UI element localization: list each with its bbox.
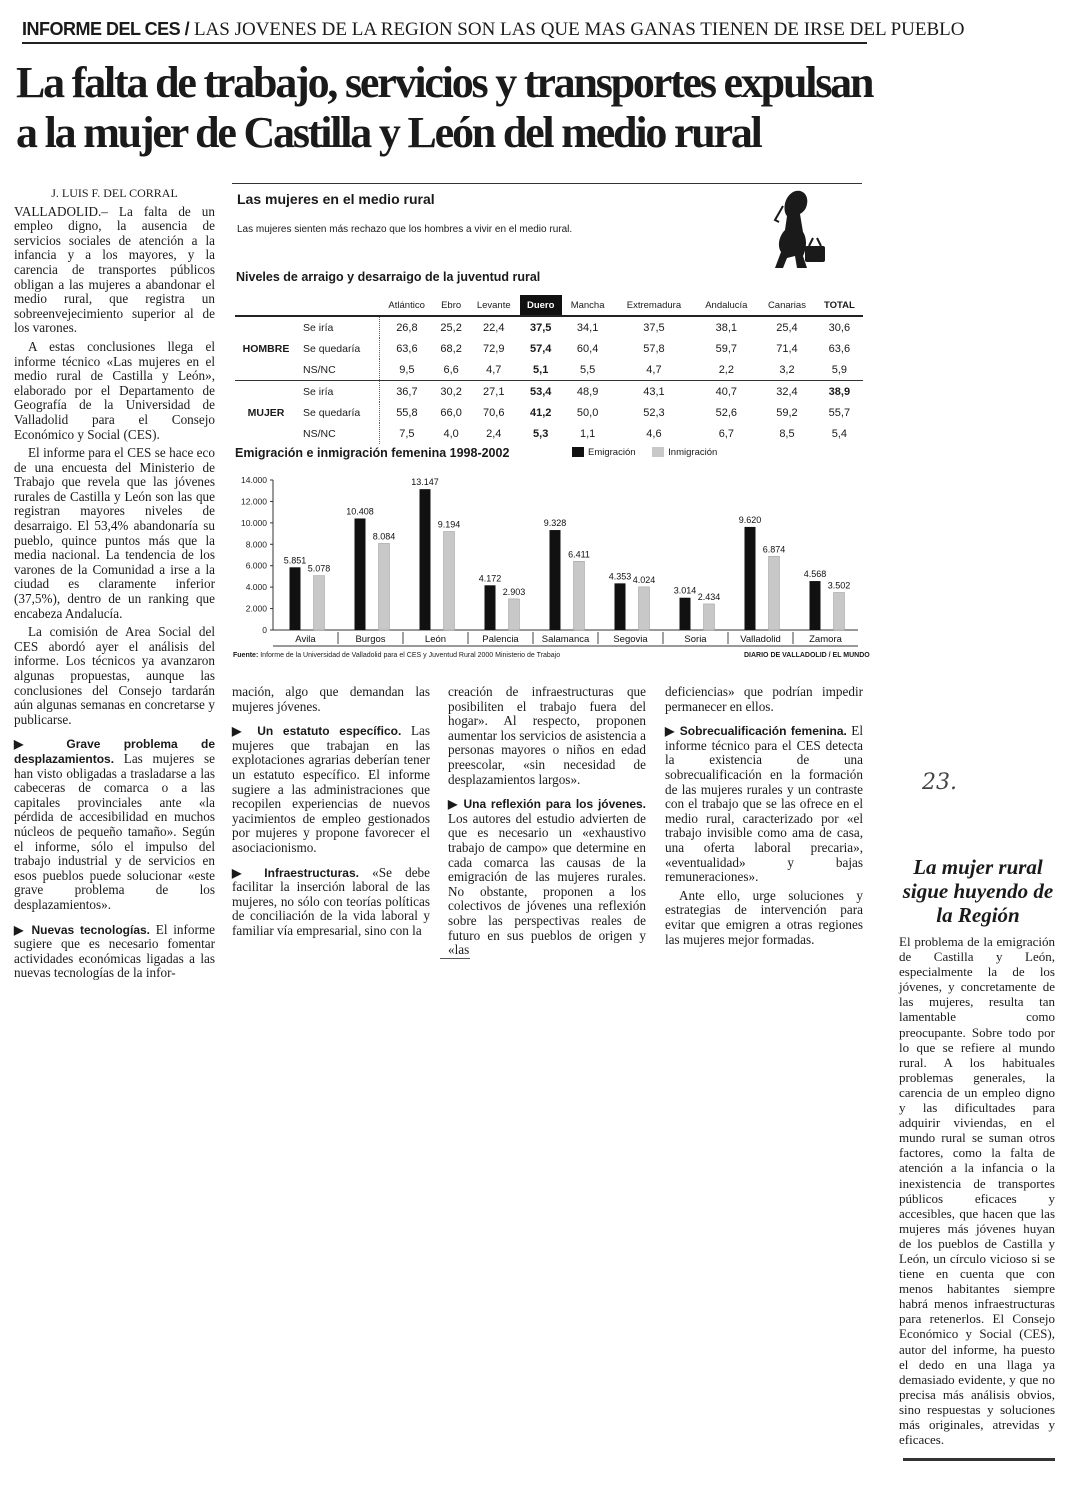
table-cell: 37,5 xyxy=(643,321,665,334)
subhead: ▶ Una reflexión para los jóvenes. xyxy=(448,797,646,812)
table-cell: 48,9 xyxy=(562,381,614,403)
paragraph: Ante ello, urge soluciones y estrategias de intervención para evitar que emigren a otras regiones las mujeres mejor formadas. xyxy=(665,887,863,947)
table-row xyxy=(235,423,863,444)
bar-inmigracion xyxy=(834,592,845,630)
row-label: NS/NC xyxy=(303,427,336,440)
row-label: Se quedaría xyxy=(303,406,361,419)
handwritten-page-number: 23. xyxy=(922,770,957,795)
data-label: 6.874 xyxy=(762,544,786,555)
y-tick-label: 12.000 xyxy=(241,496,267,507)
column-header: Extremadura xyxy=(613,295,694,316)
paragraph: mación, algo que demandan las mujeres jóvenes. xyxy=(232,684,430,714)
table-cell: 4,0 xyxy=(443,427,459,440)
y-tick-label: 8.000 xyxy=(245,539,267,550)
row-label: NS/NC xyxy=(303,363,336,376)
data-label: 9.328 xyxy=(543,518,567,529)
bar-emigracion xyxy=(550,530,561,630)
data-label: 2.903 xyxy=(502,586,526,597)
chart-title: Emigración e inmigración femenina 1998-2002 xyxy=(235,446,510,460)
bar-inmigracion xyxy=(639,587,650,630)
table-cell: 30,2 xyxy=(434,381,468,403)
data-label: 8.084 xyxy=(372,531,396,542)
table-cell: 4,7 xyxy=(646,363,662,376)
paragraph xyxy=(665,724,863,885)
table-cell: 57,8 xyxy=(643,342,665,355)
subhead: ▶ Un estatuto específico. xyxy=(232,724,402,739)
table-cell: 25,4 xyxy=(776,321,798,334)
article-column-3 xyxy=(448,685,646,962)
sidebar-title: La mujer rural sigue huyendo de la Región xyxy=(902,855,1054,927)
table-cell: 37,5 xyxy=(529,321,552,334)
table-cell: 70,6 xyxy=(483,406,505,419)
table-cell: 36,7 xyxy=(379,381,434,403)
category-label: Zamora xyxy=(809,634,842,645)
table-cell: 68,2 xyxy=(440,342,462,355)
paragraph xyxy=(14,923,215,981)
table-cell: 4,7 xyxy=(486,363,502,376)
category-label: Segovia xyxy=(613,634,648,645)
paragraph-text: «Se debe facilitar la inserción laboral de las mujeres, no sólo con teorías políticas de conciliación de la vida laboral y familiar vía empresarial, sino con la xyxy=(232,864,430,938)
table-title: Niveles de arraigo y desarraigo de la juventud rural xyxy=(236,270,541,284)
source-label: Fuente: xyxy=(233,652,259,659)
table-cell: 25,2 xyxy=(440,321,462,334)
data-label: 3.502 xyxy=(827,580,851,591)
table-cell: 63,6 xyxy=(379,338,434,359)
table-cell: 72,9 xyxy=(483,342,505,355)
blank-header xyxy=(235,295,297,316)
byline: J. LUIS F. DEL CORRAL xyxy=(51,186,178,200)
category-label: Avila xyxy=(295,634,316,645)
table-row xyxy=(235,402,863,423)
column-end-mark xyxy=(440,958,470,959)
table-cell: 32,4 xyxy=(758,381,816,403)
group-label: HOMBRE xyxy=(242,342,290,355)
table-cell: 6,6 xyxy=(443,363,459,376)
y-tick-label: 10.000 xyxy=(241,517,267,528)
subhead: ▶ Nuevas tecnologías. xyxy=(14,922,150,937)
legend-label: Emigración xyxy=(588,447,636,458)
data-label: 13.147 xyxy=(411,477,439,488)
legend-swatch-inmigracion xyxy=(652,447,664,457)
table-cell: 7,5 xyxy=(379,423,434,444)
y-tick-label: 0 xyxy=(262,625,267,635)
migration-bar-chart xyxy=(228,466,868,650)
row-label: Se iría xyxy=(303,321,334,334)
category-label: Soria xyxy=(684,634,707,645)
table-cell: 5,3 xyxy=(533,427,549,440)
bar-inmigracion xyxy=(704,604,715,630)
table-cell: 41,2 xyxy=(529,406,552,419)
paragraph-text: El informe técnico para el CES detecta la existencia de una sobrecualificación en la formación de las mujeres rurales y un contraste con el trabajo que se las ofrece en el medio rural, caracterizado por «el trabajo invisible como ama de casa, una oferta laboral precaria», «eventualidad» y bajas remuneraciones». xyxy=(665,723,863,885)
bar-emigracion xyxy=(485,585,496,630)
table-cell: 63,6 xyxy=(828,342,851,355)
table-cell: 59,2 xyxy=(776,406,798,419)
bar-emigracion xyxy=(355,518,366,630)
subhead: ▶ Infraestructuras. xyxy=(232,865,359,880)
table-cell: 59,7 xyxy=(715,342,738,355)
chart-source xyxy=(233,652,560,659)
paragraph-text: Las mujeres que trabajan en las explotaciones agrarias deberían tener un estatuto específico. El informe sugiere a las administraciones que recopilen experiencias de nuevos yacimientos de empleo gestionados por mujeres y propone favorecer el asociacionismo. xyxy=(232,723,430,855)
y-tick-label: 14.000 xyxy=(241,475,267,485)
column-header: Atlántico xyxy=(379,295,434,316)
paragraph xyxy=(232,866,430,939)
paragraph: La comisión de Area Social del CES abordó ayer el análisis del informe. Los técnicos ya avanzaron algunas propuestas, aunque las conclusiones del Consejo tardarán aún algunas semanas en concretarse y publicarse. xyxy=(14,624,215,727)
table-cell: 55,8 xyxy=(379,402,434,423)
y-tick-label: 4.000 xyxy=(245,582,267,593)
article-column-1 xyxy=(14,186,215,985)
headline: La falta de trabajo, servicios y transportes expulsan a la mujer de Castilla y León del medio rural xyxy=(16,58,873,157)
subhead: ▶ Grave problema de desplazamientos. xyxy=(14,737,215,766)
table-cell: 9,5 xyxy=(379,359,434,381)
table-cell: 55,7 xyxy=(828,406,851,419)
bar-inmigracion xyxy=(509,599,520,630)
bar-emigracion xyxy=(615,583,626,630)
column-header: Levante xyxy=(468,295,520,316)
data-label: 4.568 xyxy=(803,569,827,580)
paragraph-text: Las mujeres se han visto obligadas a trasladarse a las cabeceras de comarca o a las capitales provinciales ante «la pérdida de accesibilidad en muchos núcleos de pequeño tamaño». Según el informe, sólo el impulso del trabajo industrial y de servicios en esos pueblos puede solucionar «este grave problema de los desplazamientos». xyxy=(14,750,215,912)
table-cell: 52,6 xyxy=(715,406,738,419)
table-cell: 40,7 xyxy=(695,381,759,403)
column-header-total: TOTAL xyxy=(816,295,863,316)
category-label: León xyxy=(424,634,447,645)
data-label: 6.411 xyxy=(568,549,590,560)
table-cell: 27,1 xyxy=(468,381,520,403)
category-label: Valladolid xyxy=(740,634,781,645)
survey-table xyxy=(235,295,863,444)
y-tick-label: 6.000 xyxy=(245,560,267,571)
column-header: Ebro xyxy=(434,295,468,316)
table-cell: 71,4 xyxy=(776,342,798,355)
column-header: Mancha xyxy=(562,295,614,316)
source-text: Informe de la Universidad de Valladolid para el CES y Juventud Rural 2000 Ministerio de Trabajo xyxy=(258,652,561,659)
category-label: Burgos xyxy=(355,634,386,645)
paragraph: El informe para el CES se hace eco de una encuesta del Ministerio de Trabajo que revela que las jóvenes rurales de Castilla y León son las que registran mayores niveles de desarraigo. El 53,4% abandonaría su pueblo, quince puntos más que la media nacional. La tendencia de los varones de la Comunidad a irse a la ciudad es claramente inferior (37,5%), dentro de un ranking que encabeza Andalucía. xyxy=(14,445,215,621)
sidebar-rule xyxy=(903,1458,1055,1461)
section-kicker xyxy=(22,16,965,44)
data-label: 3.014 xyxy=(673,585,697,596)
article-column-4 xyxy=(665,685,863,951)
kicker-text: LAS JOVENES DE LA REGION SON LAS QUE MAS GANAS TIENEN DE IRSE DEL PUEBLO xyxy=(189,19,965,40)
legend-label: Inmigración xyxy=(668,447,718,458)
paragraph: VALLADOLID.– La falta de un empleo digno, la ausencia de servicios sociales de atención a la infancia y a los mayores, y la carencia de transportes públicos obligan a las mujeres a abandonar el medio rural, que registra un sobreenvejecimiento superior al de los varones. xyxy=(14,203,215,336)
table-row xyxy=(235,338,863,359)
infobox-subtitle: Las mujeres sienten más rechazo que los hombres a vivir en el medio rural. xyxy=(237,224,573,235)
paragraph: A estas conclusiones llega el informe técnico «Las mujeres en el medio rural de Castilla y León», elaborado por el Departamento de Geografía de la Universidad de Valladolid para el Consejo Económico y Social (CES). xyxy=(14,338,215,442)
data-label: 4.024 xyxy=(632,574,656,585)
chart-legend xyxy=(572,447,717,458)
chart-credit: DIARIO DE VALLADOLID / EL MUNDO xyxy=(744,652,870,659)
table-header-row xyxy=(235,295,863,316)
sidebar-text: El problema de la emigración de Castilla y León, especialmente la de los jóvenes, y concretamente de las mujeres, resulta tan lamentable como preocupante. Sobre todo por lo que se refiere al mundo rural. A los habituales problemas generales, la carencia de un empleo digno y las dificultades para adquirir viviendas, en el mundo rural se suman otros factores, como la falta de atención a la infancia o la inexistencia de transportes públicos eficaces y accesibles, que hacen que las mujeres más jóvenes huyan de los pueblos de Castilla y León, un círculo vicioso si se tiene en cuenta que con menos habitantes siempre habrá menos infraestructuras para retenerlos. El Consejo Económico y Social (CES), autor del informe, ha puesto el dedo en una llaga ya demasiado evidente, y que no precisa más análisis obvios, sino respuestas y soluciones más originales, atrevidas y eficaces. xyxy=(899,934,1055,1448)
data-label: 10.408 xyxy=(346,506,374,517)
article-column-2 xyxy=(232,685,430,943)
table-cell: 43,1 xyxy=(613,381,694,403)
table-cell: 6,7 xyxy=(718,427,734,440)
row-label: Se quedaría xyxy=(303,342,361,355)
table-cell: 8,5 xyxy=(779,427,795,440)
bar-emigracion xyxy=(290,567,301,630)
paragraph-text: Los autores del estudio advierten de que es necesario un «exhaustivo trabajo de campo» que determine en cada comarca las causas de la emigración de las mujeres rurales. No obstante, proponen a los colectivos de jóvenes una reflexión sobre las perspectivas reales de futuro en sus pueblos de origen y «las xyxy=(448,810,646,958)
table-cell: 5,5 xyxy=(579,363,596,376)
table-row xyxy=(235,316,863,338)
row-label: Se iría xyxy=(297,381,379,403)
bar-inmigracion xyxy=(444,531,455,630)
woman-sitting-illustration xyxy=(763,186,829,272)
table-cell: 38,1 xyxy=(715,321,738,334)
table-cell: 57,4 xyxy=(529,342,552,355)
subhead: ▶ Sobrecualificación femenina. xyxy=(665,724,847,739)
data-label: 9.620 xyxy=(738,514,762,525)
kicker-section: INFORME DEL CES / xyxy=(22,19,190,39)
table-cell: 26,8 xyxy=(379,316,434,338)
table-cell: 5,9 xyxy=(831,363,848,376)
table-cell: 5,1 xyxy=(533,363,549,376)
table-row xyxy=(235,359,863,381)
data-label: 4.353 xyxy=(608,571,632,582)
table-cell: 53,4 xyxy=(520,381,562,403)
paragraph: deficiencias» que podrían impedir permanecer en ellos. xyxy=(665,684,863,714)
paragraph xyxy=(14,737,215,912)
table-cell: 2,2 xyxy=(718,363,734,376)
category-label: Salamanca xyxy=(541,634,590,645)
infobox-title: Las mujeres en el medio rural xyxy=(237,191,435,207)
column-header: Andalucía xyxy=(695,295,759,316)
data-label: 4.172 xyxy=(478,573,502,584)
group-label: MUJER xyxy=(235,381,297,445)
bar-inmigracion xyxy=(574,561,585,630)
bar-emigracion xyxy=(680,598,691,630)
table-cell: 66,0 xyxy=(440,406,462,419)
column-header-highlighted: Duero xyxy=(520,295,562,316)
table-cell: 5,4 xyxy=(831,427,848,440)
table-cell: 22,4 xyxy=(483,321,505,334)
table-cell: 34,1 xyxy=(576,321,599,334)
data-label: 9.194 xyxy=(437,519,461,530)
category-label: Palencia xyxy=(482,634,519,645)
y-tick-label: 2.000 xyxy=(245,603,267,614)
table-row xyxy=(235,381,863,403)
paragraph-text: El informe sugiere que es necesario fomentar actividades económicas ligadas a las nuevas tecnologías de la infor- xyxy=(14,921,215,981)
table-cell: 2,4 xyxy=(486,427,502,440)
table-cell: 30,6 xyxy=(828,321,851,334)
table-cell: 1,1 xyxy=(579,427,596,440)
infobox-rule xyxy=(232,183,862,184)
data-label: 5.078 xyxy=(307,563,331,574)
bar-emigracion xyxy=(420,489,431,630)
bar-emigracion xyxy=(745,527,756,630)
table-cell: 52,3 xyxy=(643,406,665,419)
data-label: 2.434 xyxy=(697,591,721,602)
bar-inmigracion xyxy=(769,556,780,630)
blank-header xyxy=(297,295,379,316)
table-cell: 60,4 xyxy=(576,342,599,355)
table-cell: 4,6 xyxy=(646,427,662,440)
paragraph xyxy=(232,724,430,855)
table-cell: 38,9 xyxy=(816,381,863,403)
bar-inmigracion xyxy=(379,543,390,630)
table-cell: 3,2 xyxy=(779,363,795,376)
table-cell: 50,0 xyxy=(576,406,599,419)
paragraph xyxy=(448,797,646,958)
legend-swatch-emigracion xyxy=(572,447,584,457)
bar-emigracion xyxy=(810,581,821,630)
paragraph: creación de infraestructuras que posibiliten el trabajo fuera del hogar». Al respecto, proponen aumentar los servicios de asistencia a personas mayores o niños en edad preescolar, «sin necesidad de desplazamientos largos». xyxy=(448,684,646,787)
column-header: Canarias xyxy=(758,295,816,316)
data-label: 5.851 xyxy=(283,555,307,566)
bar-inmigracion xyxy=(314,576,325,630)
